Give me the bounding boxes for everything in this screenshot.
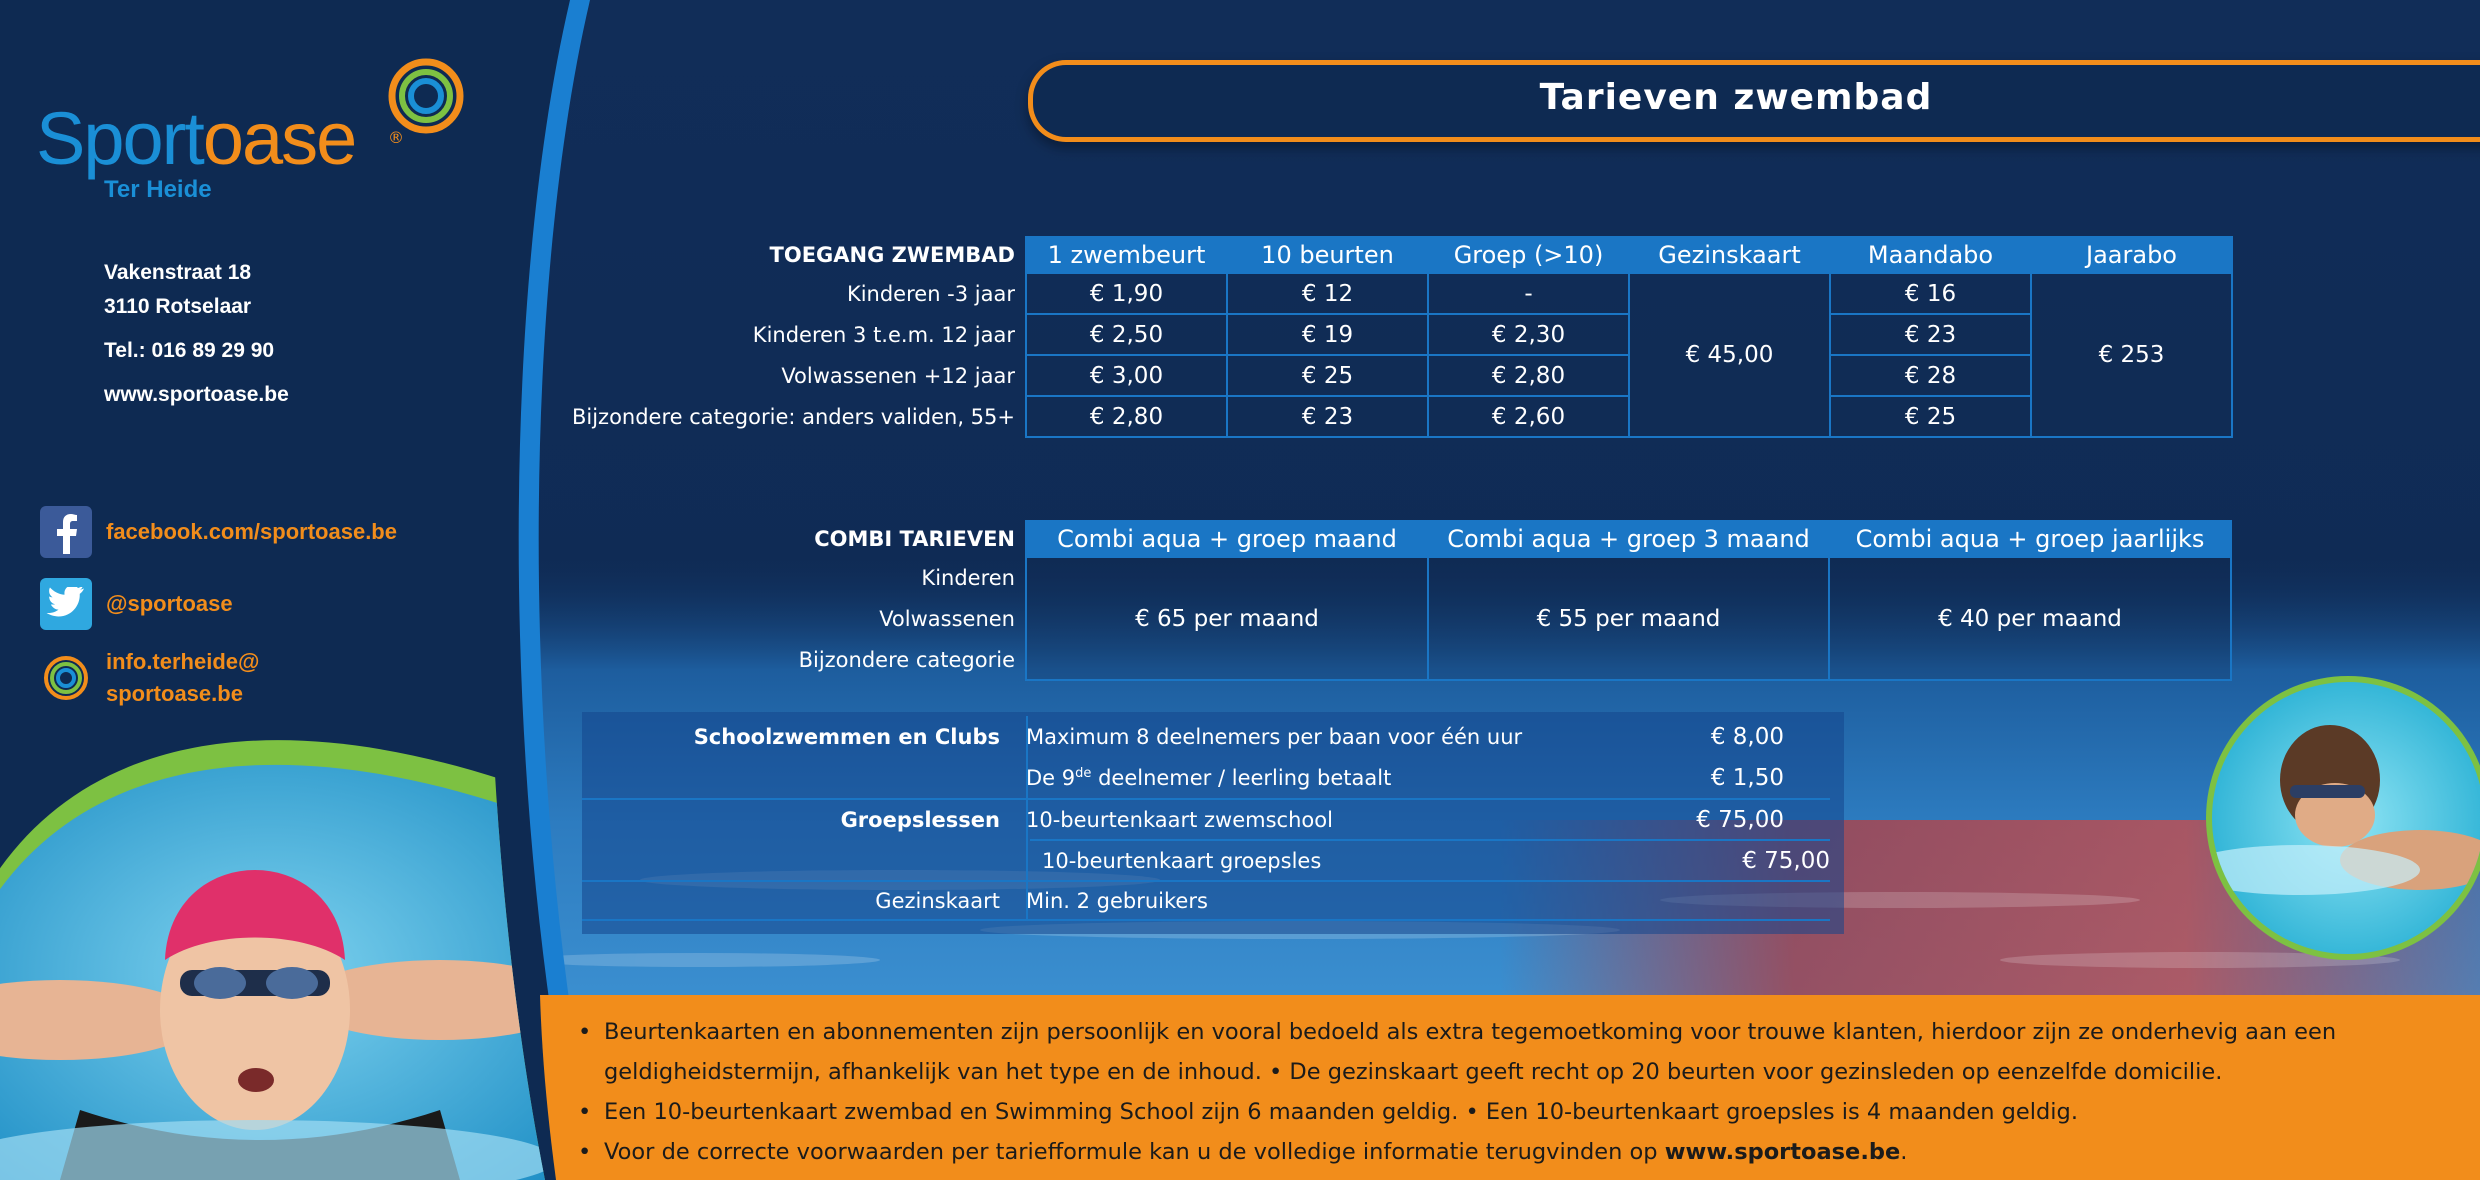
sportoase-logo	[36, 58, 476, 208]
logo-registered-mark: ®	[388, 128, 404, 147]
table-row	[582, 798, 1830, 839]
facebook-link[interactable]: facebook.com/sportoase.be	[106, 519, 397, 544]
toegang-zwembad-table	[500, 236, 2233, 438]
table-row	[500, 396, 2232, 437]
row-label: Schoolzwemmen en Clubs	[693, 724, 1000, 749]
sportoase-ring-icon	[40, 652, 92, 704]
gezinskaart-price: € 45,00	[1629, 273, 1830, 437]
row-description: De 9de deelnemer / leerling betaalt	[1026, 765, 1392, 790]
price-cell: € 2,80	[1026, 396, 1227, 437]
table-row	[500, 355, 2232, 396]
row-label: Volwassenen +12 jaar	[781, 363, 1015, 388]
table-row	[500, 273, 2232, 314]
table-row	[582, 757, 1830, 798]
address-city: 3110 Rotselaar	[104, 295, 252, 318]
table-row	[1030, 839, 1830, 880]
price-cell: € 28	[1830, 355, 2031, 396]
footer-notes	[578, 1012, 2458, 1172]
address-street: Vakenstraat 18	[104, 261, 252, 284]
title-banner	[1028, 60, 2480, 142]
column-header: 1 zwembeurt	[1026, 237, 1227, 273]
row-price: € 75,00	[1696, 806, 1784, 833]
email-line-1: info.terheide@	[106, 649, 260, 674]
row-price: € 75,00	[1742, 847, 1830, 874]
row-label: Kinderen -3 jaar	[846, 281, 1015, 306]
phone-number: Tel.: 016 89 29 90	[104, 339, 275, 362]
combi-price: € 55 per maand	[1428, 557, 1829, 680]
column-header: Combi aqua + groep jaarlijks	[1829, 521, 2231, 557]
row-price: € 8,00	[1710, 723, 1784, 750]
row-spacer	[582, 839, 1028, 880]
facebook-icon	[40, 506, 92, 558]
note-durations: • Een 10-beurtenkaart zwembad en Swimming School zijn 6 maanden geldig. • Een 10-beurtenkaart groepsles is 4 maanden geldig.	[578, 1092, 2458, 1132]
toegang-heading: TOEGANG ZWEMBAD	[769, 243, 1015, 267]
email-line-2: sportoase.be	[106, 681, 243, 706]
row-label: Bijzondere categorie	[798, 647, 1015, 672]
price-cell: -	[1428, 273, 1629, 314]
social-email[interactable]	[40, 646, 259, 710]
row-label: Gezinskaart	[875, 888, 1000, 913]
column-header: 10 beurten	[1227, 237, 1428, 273]
combi-price: € 40 per maand	[1829, 557, 2231, 680]
social-facebook[interactable]	[40, 506, 397, 558]
table-row	[582, 880, 1830, 921]
price-cell: € 25	[1830, 396, 2031, 437]
row-description: Min. 2 gebruikers	[1026, 888, 1208, 913]
website-link[interactable]: www.sportoase.be	[104, 383, 289, 406]
row-label: Bijzondere categorie: anders validen, 55+	[571, 404, 1015, 429]
logo-ring-icon	[386, 58, 466, 138]
combi-heading: COMBI TARIEVEN	[814, 527, 1015, 551]
row-price: € 1,50	[1710, 764, 1784, 791]
contact-address	[104, 256, 289, 412]
table-row	[700, 557, 2231, 598]
column-divider	[1026, 716, 1028, 757]
column-header: Groep (>10)	[1428, 237, 1629, 273]
twitter-icon	[40, 578, 92, 630]
table-header-row	[500, 237, 2232, 273]
column-divider	[1026, 800, 1028, 839]
price-cell: € 1,90	[1026, 273, 1227, 314]
price-cell: € 16	[1830, 273, 2031, 314]
row-label: Kinderen 3 t.e.m. 12 jaar	[752, 322, 1015, 347]
combi-price: € 65 per maand	[1026, 557, 1428, 680]
price-cell: € 23	[1227, 396, 1428, 437]
price-cell: € 2,30	[1428, 314, 1629, 355]
row-label: Groepslessen	[840, 807, 1000, 832]
table-header-row	[700, 521, 2231, 557]
price-cell: € 12	[1227, 273, 1428, 314]
column-header: Jaarabo	[2031, 237, 2232, 273]
column-header: Maandabo	[1830, 237, 2031, 273]
price-cell: € 2,60	[1428, 396, 1629, 437]
school-group-panel	[582, 712, 1844, 934]
twitter-handle[interactable]: @sportoase	[106, 591, 233, 616]
table-row	[500, 314, 2232, 355]
website-link-footer[interactable]: www.sportoase.be	[1664, 1139, 1901, 1165]
column-header: Gezinskaart	[1629, 237, 1830, 273]
row-label: Kinderen	[921, 565, 1015, 590]
table-row	[582, 716, 1830, 757]
row-label: Volwassenen	[879, 606, 1015, 631]
combi-tarieven-table	[700, 520, 2232, 681]
price-cell: € 2,80	[1428, 355, 1629, 396]
logo-wordmark: Sportoase	[36, 97, 356, 180]
logo-subtitle: Ter Heide	[104, 176, 212, 203]
email-link[interactable]	[106, 646, 259, 710]
price-cell: € 2,50	[1026, 314, 1227, 355]
page-title: Tarieven zwembad	[1539, 77, 1933, 118]
row-description: 10-beurtenkaart groepsles	[1042, 848, 1322, 873]
column-header: Combi aqua + groep maand	[1026, 521, 1428, 557]
note-validity: • Beurtenkaarten en abonnementen zijn persoonlijk en vooral bedoeld als extra tegemoetkoming voor trouwe klanten, hierdoor zijn ze onderhevig aan een geldigheidstermijn, afhankelijk van het type en de inhoud. • De gezinskaart geeft recht op 20 beurten voor gezinsleden op eenzelfde domicilie.	[578, 1012, 2458, 1092]
price-cell: € 25	[1227, 355, 1428, 396]
column-divider	[1026, 882, 1028, 919]
price-cell: € 19	[1227, 314, 1428, 355]
row-description: 10-beurtenkaart zwemschool	[1026, 807, 1333, 832]
social-twitter[interactable]	[40, 578, 233, 630]
note-website: • Voor de correcte voorwaarden per tariefformule kan u de volledige informatie terugvinden op www.sportoase.be.	[578, 1132, 2458, 1172]
column-header: Combi aqua + groep 3 maand	[1428, 521, 1829, 557]
column-divider	[1026, 757, 1028, 798]
column-divider	[1026, 839, 1028, 880]
price-cell: € 23	[1830, 314, 2031, 355]
jaarabo-price: € 253	[2031, 273, 2232, 437]
price-cell: € 3,00	[1026, 355, 1227, 396]
row-description: Maximum 8 deelnemers per baan voor één uur	[1026, 724, 1523, 749]
